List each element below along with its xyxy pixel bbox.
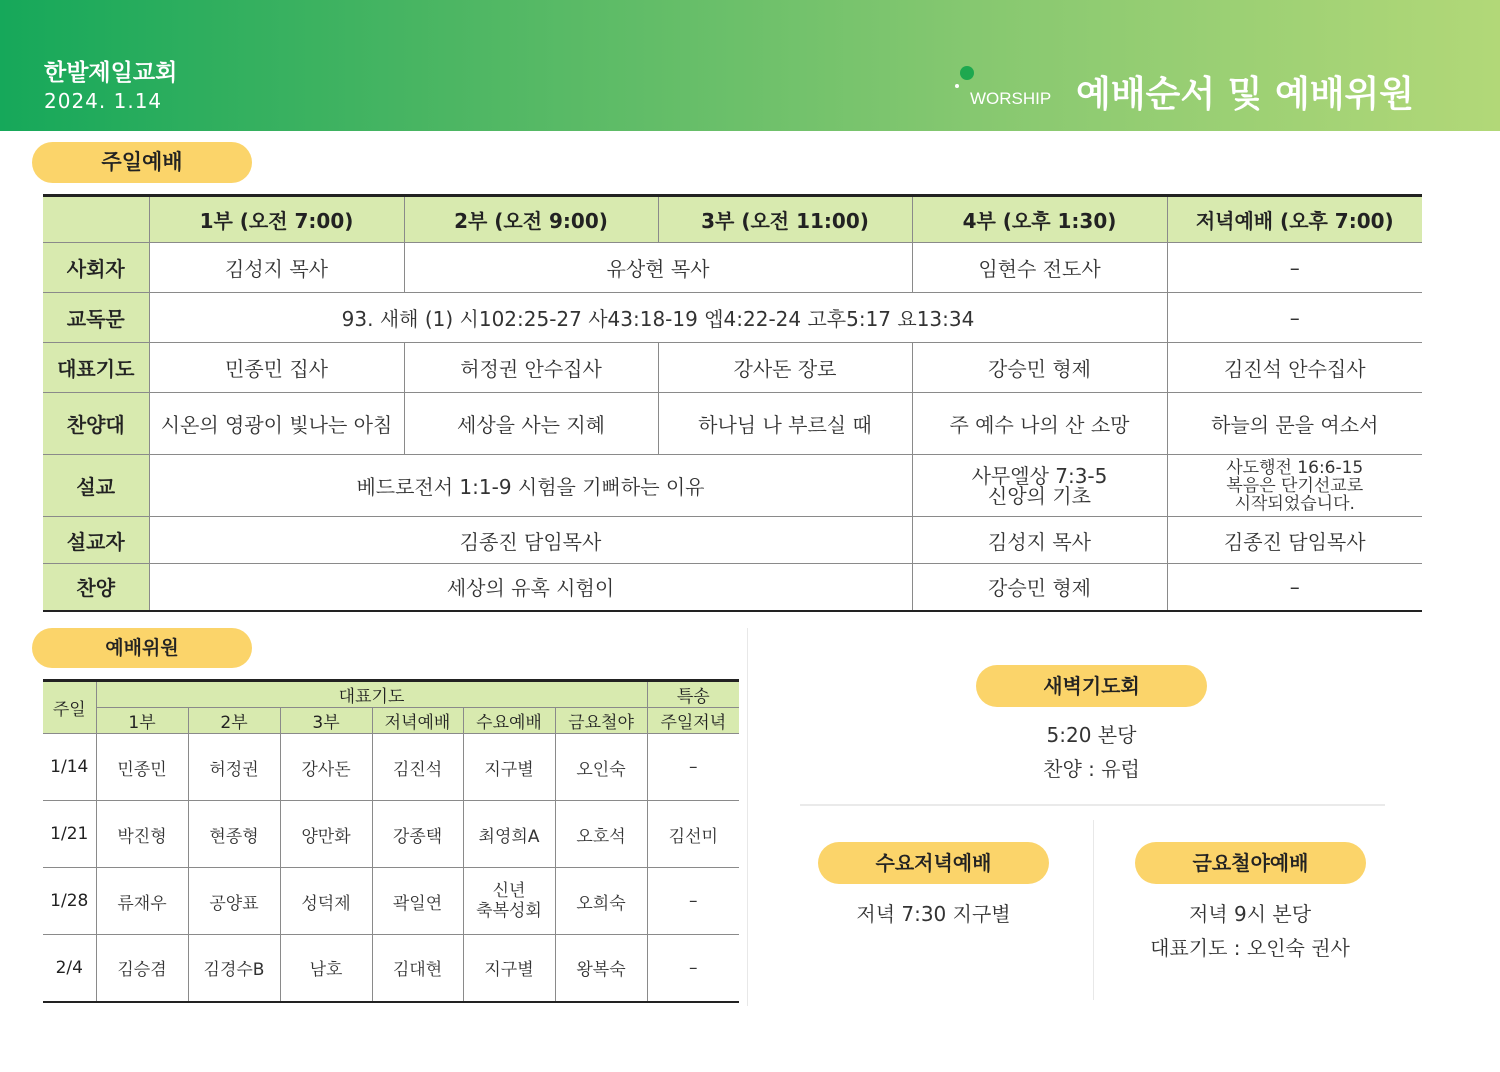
row-label: 찬양대 xyxy=(43,393,149,455)
table-cell: 박진형 xyxy=(96,801,188,868)
table-row xyxy=(43,868,739,935)
week-date: 2/4 xyxy=(43,935,96,1002)
divider xyxy=(747,628,748,1006)
table-row xyxy=(43,801,739,868)
col-header: 금요철야 xyxy=(555,708,647,734)
table-cell: – xyxy=(1167,243,1422,293)
col-header: 2부 xyxy=(188,708,280,734)
table-cell: 강승민 형제 xyxy=(912,343,1167,393)
header-banner xyxy=(0,0,1500,131)
week-date: 1/21 xyxy=(43,801,96,868)
row-label: 사회자 xyxy=(43,243,149,293)
table-cell: – xyxy=(647,868,739,935)
table-cell: 오희숙 xyxy=(555,868,647,935)
friday-worship-info xyxy=(1100,897,1400,965)
week-date: 1/28 xyxy=(43,868,96,935)
row-label: 찬양 xyxy=(43,564,149,611)
table-cell: 93. 새해 (1) 시102:25-27 사43:18-19 엡4:22-24 고후5:17 요13:34 xyxy=(149,293,1167,343)
sermon-passage: 사무엘상 7:3-5 xyxy=(971,463,1108,488)
friday-time: 저녁 9시 본당 xyxy=(1188,902,1312,926)
divider xyxy=(800,804,1385,806)
table-row xyxy=(43,393,1422,455)
cell-line: 신년 xyxy=(492,881,526,901)
table-row xyxy=(43,293,1422,343)
table-cell: 류재우 xyxy=(96,868,188,935)
col-header: 주일저녁 xyxy=(647,708,739,734)
sermon-title: 신앙의 기초 xyxy=(988,483,1091,508)
table-cell: 세상의 유혹 시험이 xyxy=(149,564,912,611)
row-label: 교독문 xyxy=(43,293,149,343)
table-cell: 남호 xyxy=(280,935,372,1002)
table-cell: 김승겸 xyxy=(96,935,188,1002)
worship-staff-table xyxy=(43,679,739,1003)
table-cell: 강사돈 xyxy=(280,734,372,801)
table-cell: 허정권 xyxy=(188,734,280,801)
col-header: 3부 (오전 11:00) xyxy=(658,196,912,243)
table-cell: 강종택 xyxy=(372,801,463,868)
table-cell: 성덕제 xyxy=(280,868,372,935)
dawn-praise: 찬양 : 유럽 xyxy=(1043,757,1140,781)
col-header: 특송 xyxy=(647,681,739,708)
staff-heading: 예배위원 xyxy=(32,628,252,668)
wednesday-time: 저녁 7:30 지구별 xyxy=(856,902,1011,926)
table-cell: 김성지 목사 xyxy=(149,243,404,293)
table-cell xyxy=(1167,455,1422,517)
sunday-worship-heading: 주일예배 xyxy=(32,142,252,183)
row-label: 설교 xyxy=(43,455,149,517)
table-cell: 강승민 형제 xyxy=(912,564,1167,611)
col-header: 3부 xyxy=(280,708,372,734)
row-label: 설교자 xyxy=(43,517,149,564)
table-cell: 민종민 집사 xyxy=(149,343,404,393)
friday-worship-heading: 금요철야예배 xyxy=(1135,842,1366,884)
table-header-row xyxy=(43,681,739,708)
table-cell: – xyxy=(647,935,739,1002)
sunday-worship-table xyxy=(43,194,1422,612)
row-label: 대표기도 xyxy=(43,343,149,393)
table-cell: 지구별 xyxy=(463,734,555,801)
table-cell: 지구별 xyxy=(463,935,555,1002)
table-cell: 유상현 목사 xyxy=(404,243,912,293)
table-cell: 김종진 담임목사 xyxy=(1167,517,1422,564)
col-header: 주일 xyxy=(43,681,96,734)
table-row xyxy=(43,734,739,801)
table-cell xyxy=(912,455,1167,517)
table-row xyxy=(43,343,1422,393)
col-header: 1부 (오전 7:00) xyxy=(149,196,404,243)
table-cell: 김선미 xyxy=(647,801,739,868)
cell-line: 축복성회 xyxy=(476,901,542,921)
church-name: 한밭제일교회 xyxy=(44,60,178,86)
table-cell: 김종진 담임목사 xyxy=(149,517,912,564)
table-cell: 공양표 xyxy=(188,868,280,935)
table-cell: 하늘의 문을 여소서 xyxy=(1167,393,1422,455)
table-cell: 하나님 나 부르실 때 xyxy=(658,393,912,455)
wednesday-worship-heading: 수요저녁예배 xyxy=(818,842,1049,884)
dot-icon xyxy=(960,66,974,80)
corner-cell xyxy=(43,196,149,243)
table-row xyxy=(43,243,1422,293)
table-cell: 왕복숙 xyxy=(555,935,647,1002)
table-cell: 베드로전서 1:1-9 시험을 기뻐하는 이유 xyxy=(149,455,912,517)
table-cell: 임현수 전도사 xyxy=(912,243,1167,293)
table-cell: 민종민 xyxy=(96,734,188,801)
table-cell: 최영희A xyxy=(463,801,555,868)
table-cell: 오인숙 xyxy=(555,734,647,801)
table-cell xyxy=(463,868,555,935)
divider xyxy=(1093,820,1094,1000)
table-row xyxy=(43,455,1422,517)
table-cell: 시온의 영광이 빛나는 아침 xyxy=(149,393,404,455)
table-cell: 세상을 사는 지혜 xyxy=(404,393,658,455)
sermon-passage: 사도행전 16:6-15 xyxy=(1226,457,1364,478)
worship-label: WORSHIP xyxy=(970,89,1052,108)
sermon-title: 시작되었습니다. xyxy=(1234,493,1355,514)
col-header: 1부 xyxy=(96,708,188,734)
week-date: 1/14 xyxy=(43,734,96,801)
table-header-row xyxy=(43,196,1422,243)
table-cell: 김경수B xyxy=(188,935,280,1002)
table-cell: 김대현 xyxy=(372,935,463,1002)
table-row xyxy=(43,935,739,1002)
table-cell: – xyxy=(1167,564,1422,611)
col-header: 대표기도 xyxy=(96,681,647,708)
table-cell: 김진석 안수집사 xyxy=(1167,343,1422,393)
table-cell: 김성지 목사 xyxy=(912,517,1167,564)
table-cell: 곽일연 xyxy=(372,868,463,935)
table-cell: 현종형 xyxy=(188,801,280,868)
sermon-title: 복음은 단기선교로 xyxy=(1226,475,1364,496)
table-cell: 양만화 xyxy=(280,801,372,868)
col-header: 4부 (오후 1:30) xyxy=(912,196,1167,243)
table-row xyxy=(43,517,1422,564)
col-header: 2부 (오전 9:00) xyxy=(404,196,658,243)
table-cell: 김진석 xyxy=(372,734,463,801)
table-cell: – xyxy=(1167,293,1422,343)
wednesday-worship-info xyxy=(800,897,1067,931)
table-cell: – xyxy=(647,734,739,801)
page-title: 예배순서 및 예배위원 xyxy=(1076,74,1415,115)
table-cell: 허정권 안수집사 xyxy=(404,343,658,393)
col-header: 저녁예배 (오후 7:00) xyxy=(1167,196,1422,243)
dawn-time: 5:20 본당 xyxy=(1046,723,1137,747)
table-cell: 강사돈 장로 xyxy=(658,343,912,393)
table-cell: 주 예수 나의 산 소망 xyxy=(912,393,1167,455)
col-header: 저녁예배 xyxy=(372,708,463,734)
table-cell: 오호석 xyxy=(555,801,647,868)
small-dot-icon xyxy=(955,84,959,88)
col-header: 수요예배 xyxy=(463,708,555,734)
table-row xyxy=(43,564,1422,611)
bulletin-date: 2024. 1.14 xyxy=(44,89,163,113)
dawn-prayer-info xyxy=(976,718,1207,786)
friday-prayer: 대표기도 : 오인숙 권사 xyxy=(1150,936,1350,960)
dawn-prayer-heading: 새벽기도회 xyxy=(976,665,1207,707)
table-header-row xyxy=(43,708,739,734)
